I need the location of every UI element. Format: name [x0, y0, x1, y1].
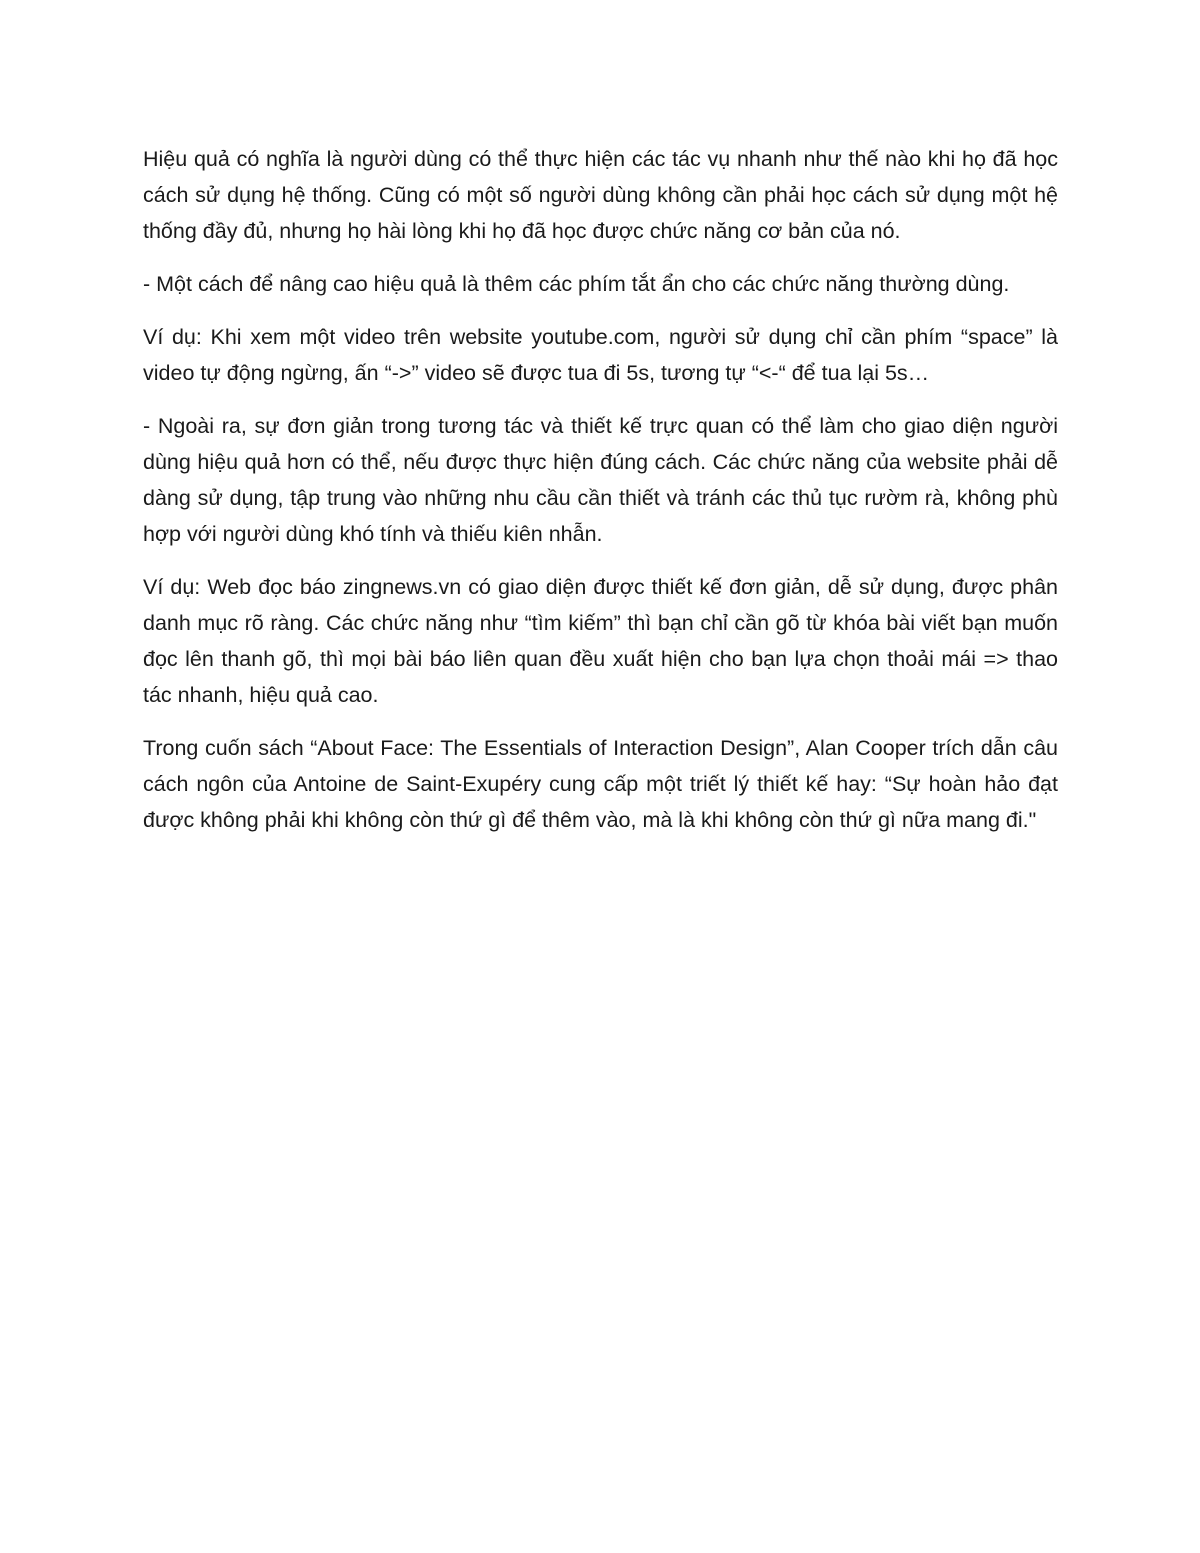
- paragraph-zingnews-example: Ví dụ: Web đọc báo zingnews.vn có giao diện được thiết kế đơn giản, dễ sử dụng, được phân danh mục rõ ràng. Các chức năng như “tìm kiếm” thì bạn chỉ cần gõ từ khóa bài viết bạn muốn đọc lên thanh gõ, thì mọi bài báo liên quan đều xuất hiện cho bạn lựa chọn thoải mái => thao tác nhanh, hiệu quả cao.: [143, 575, 1058, 707]
- paragraph-about-face-quote: Trong cuốn sách “About Face: The Essentials of Interaction Design”, Alan Cooper trích dẫn câu cách ngôn của Antoine de Saint-Exupéry cung cấp một triết lý thiết kế hay: “Sự hoàn hảo đạt được không phải khi không còn thứ gì để thêm vào, mà là khi không còn thứ gì nữa mang đi.": [143, 736, 1058, 832]
- paragraph-shortcuts: - Một cách để nâng cao hiệu quả là thêm các phím tắt ẩn cho các chức năng thường dùng.: [143, 272, 1010, 296]
- paragraph-youtube-example: Ví dụ: Khi xem một video trên website youtube.com, người sử dụng chỉ cần phím “space” là video tự động ngừng, ấn “->” video sẽ được tua đi 5s, tương tự “<-“ để tua lại 5s…: [143, 325, 1058, 385]
- document-body: [143, 141, 1058, 855]
- paragraph-efficiency-definition: Hiệu quả có nghĩa là người dùng có thể thực hiện các tác vụ nhanh như thế nào khi họ đã học cách sử dụng hệ thống. Cũng có một số người dùng không cần phải học cách sử dụng một hệ thống đầy đủ, nhưng họ hài lòng khi họ đã học được chức năng cơ bản của nó.: [143, 147, 1058, 243]
- paragraph-simplicity: - Ngoài ra, sự đơn giản trong tương tác và thiết kế trực quan có thể làm cho giao diện người dùng hiệu quả hơn có thể, nếu được thực hiện đúng cách. Các chức năng của website phải dễ dàng sử dụng, tập trung vào những nhu cầu cần thiết và tránh các thủ tục rườm rà, không phù hợp với người dùng khó tính và thiếu kiên nhẫn.: [143, 414, 1058, 546]
